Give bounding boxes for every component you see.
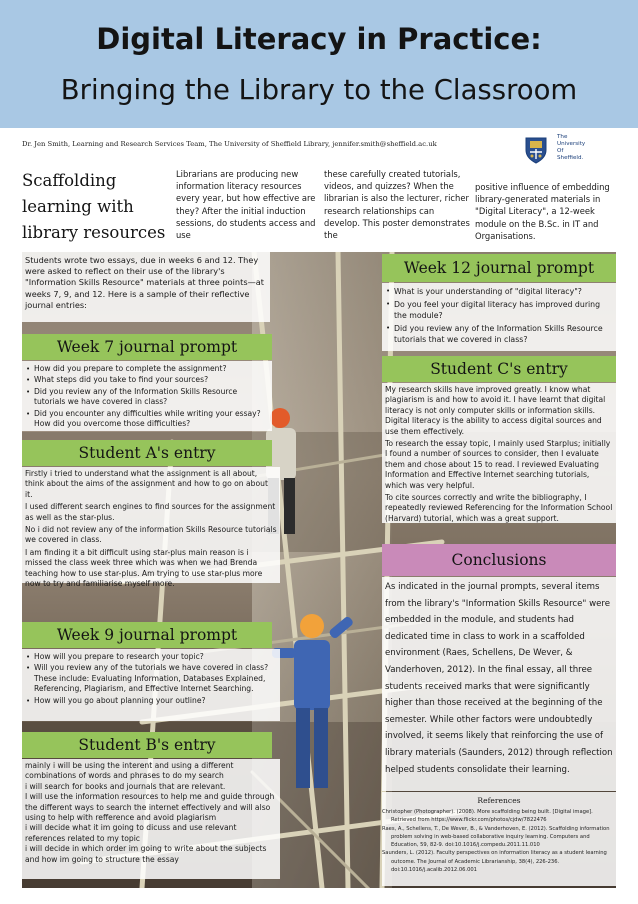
intro-panel (22, 252, 270, 322)
prompt-item: • Did you review any of the Information Skills Resource tutorials we have covered in class? (26, 387, 268, 408)
week7-heading: Week 7 journal prompt (22, 334, 272, 360)
prompt-item: • What is your understanding of "digital literacy"? (386, 286, 612, 298)
student-c-heading: Student C's entry (382, 356, 616, 382)
week7-prompt-list (26, 364, 268, 429)
week12-prompt-list (386, 286, 612, 346)
university-logo (524, 134, 624, 168)
poster-header (0, 0, 638, 128)
student-b-panel (22, 759, 280, 879)
reference-item: Raes, A., Schellens, T., De Wever, B., & Vanderhoven, E. (2012). Scaffolding information problem solving in web-based collaborative inquiry learning. Computers and Education, 59, 82-9. doi:10.1016/j.compedu.2011.11.010 (382, 825, 610, 848)
student-a-paragraph: I am finding it a bit difficult using star-plus main reason is i missed the class week three which was when we had Brenda teaching how to use star-plus. Am trying to use star-plus more now to try and familiarise myself more. (25, 547, 263, 589)
conclusions-panel (382, 577, 616, 791)
student-c-paragraph: To cite sources correctly and write the bibliography, I repeatedly reviewed Referencing for the Information School (Harvard) tutorial, which was a great support. (385, 493, 613, 523)
intro-column-2: these carefully created tutorials, videos, and quizzes? When the librarian is also the lecturer, richer research relationships can develop. This poster demonstrates the (324, 169, 470, 241)
conclusions-text: As indicated in the journal prompts, several items from the library's "Information Skills Resource" were embedded in the module, and students had dedicated time in class to work in a scaffolded environment (Raes, Schellens, De Wever, & Vanderhoven, 2012). In the final essay, all three students received marks that were significantly higher than those received at the beginning of the semester. While other factors were undoubtedly involved, it seems likely that reinforcing the use of library materials (Saunders, 2012) through reflection helped students consolidate their learning. (385, 582, 613, 775)
author-line: Dr. Jen Smith, Learning and Research Services Team, The University of Sheffield Library, jennifer.smith@sheffield.ac.uk (22, 140, 437, 148)
student-c-panel (382, 383, 616, 523)
reference-item: Christopher (Photographer). (2008). More scaffolding being built. [Digital image]. Retrieved from https://www.flickr.com/photos/cjdw/7822476 (382, 809, 593, 824)
week9-panel (22, 649, 280, 721)
prompt-item: • Did you review any of the Information Skills Resource tutorials that we covered in class? (386, 323, 612, 346)
student-b-line: I will use the information resources to help me and guide through the different ways to search the internet effectively and will also using to help with refference and avoid plagiarism (25, 792, 275, 823)
week9-heading: Week 9 journal prompt (22, 622, 272, 648)
student-b-line: i will decide in which order im going to write about the subjects and how im going to structure the essay (25, 844, 267, 864)
week9-prompt-list (26, 652, 276, 706)
prompt-item: • How will you go about planning your outline? (26, 696, 276, 706)
student-c-paragraph: My research skills have improved greatly. I know what plagiarism is and how to avoid it. I have learnt that digital literacy is not only computer skills or information skills. Digital literacy is the ability to access digital sources and use them effectively. (385, 385, 606, 436)
intro-panel-text: Students wrote two essays, due in weeks 6 and 12. They were asked to reflect on their use of the library's "Information Skills Resource" materials at three points—at weeks 7, 9, and 12. Here is a sample of their reflective journal entries: (25, 255, 265, 310)
student-b-line: mainly i will be using the interent and using a different combinations of words and phrases to do my search (25, 761, 234, 781)
poster-title: Digital Literacy in Practice: (96, 22, 542, 56)
conclusions-heading: Conclusions (382, 544, 616, 576)
student-b-heading: Student B's entry (22, 732, 272, 758)
prompt-item: • What steps did you take to find your sources? (26, 375, 268, 385)
student-a-paragraph: No i did not review any of the information Skills Resource tutorials we covered in class. (25, 525, 277, 545)
reference-item: Saunders, L. (2012). Faculty perspectives on information literacy as a student learning outcome. The Journal of Academic Librarianship, 38(4), 226-236. doi:10.1016/j.acalib.2012.06.001 (382, 850, 607, 873)
intro-heading: Scaffolding learning with library resources (22, 171, 166, 242)
intro-column-1: Librarians are producing new information literacy resources every year, but how effective are they? After the initial induction sessions, do students access and use (176, 169, 316, 241)
references-heading: References (477, 796, 521, 805)
student-b-line: i will decide what it im going to dicuss and use relevant references related to my topic (25, 823, 237, 843)
student-a-panel (22, 467, 280, 589)
student-a-paragraph: I used different search engines to find sources for the assignment as well as the star-plus. (25, 502, 276, 522)
university-name: The University Of Sheffield. (557, 134, 586, 161)
week7-panel (22, 361, 272, 431)
week12-panel (382, 283, 616, 351)
student-a-heading: Student A's entry (22, 440, 272, 466)
intro-column-3: positive influence of embedding library-generated materials in "Digital Literacy", a 12-week module on the B.Sc. in IT and Organisations. (475, 182, 610, 241)
week12-heading: Week 12 journal prompt (382, 254, 616, 282)
prompt-item: • How did you prepare to complete the assignment? (26, 364, 268, 374)
references-list (382, 808, 616, 874)
prompt-item: • Do you feel your digital literacy has improved during the module? (386, 299, 612, 322)
student-b-line: i will search for books and journals that are relevant. (25, 781, 226, 791)
poster-subtitle: Bringing the Library to the Classroom (60, 74, 578, 106)
student-c-paragraph: To research the essay topic, I mainly used Starplus; initially I found a number of sources to consider, then I evaluate them and chose about 15 to read. I reviewed Evaluating Information and Effective Internet searching tutorials, which was very helpful. (385, 439, 611, 490)
prompt-item: • Did you encounter any difficulties while writing your essay? How did you overcome those difficulties? (26, 409, 268, 430)
student-a-paragraph: Firstly i tried to understand what the assignment is all about, think about the aims of the assignment and how to go on about it. (25, 469, 268, 499)
prompt-item: • Will you review any of the tutorials we have covered in class? These include: Evaluating Information, Databases Explained, Referencing, Plagiarism, and Effective Internet Searching. (26, 663, 276, 694)
prompt-item: • How will you prepare to research your topic? (26, 652, 276, 662)
university-shield-icon (524, 136, 548, 164)
